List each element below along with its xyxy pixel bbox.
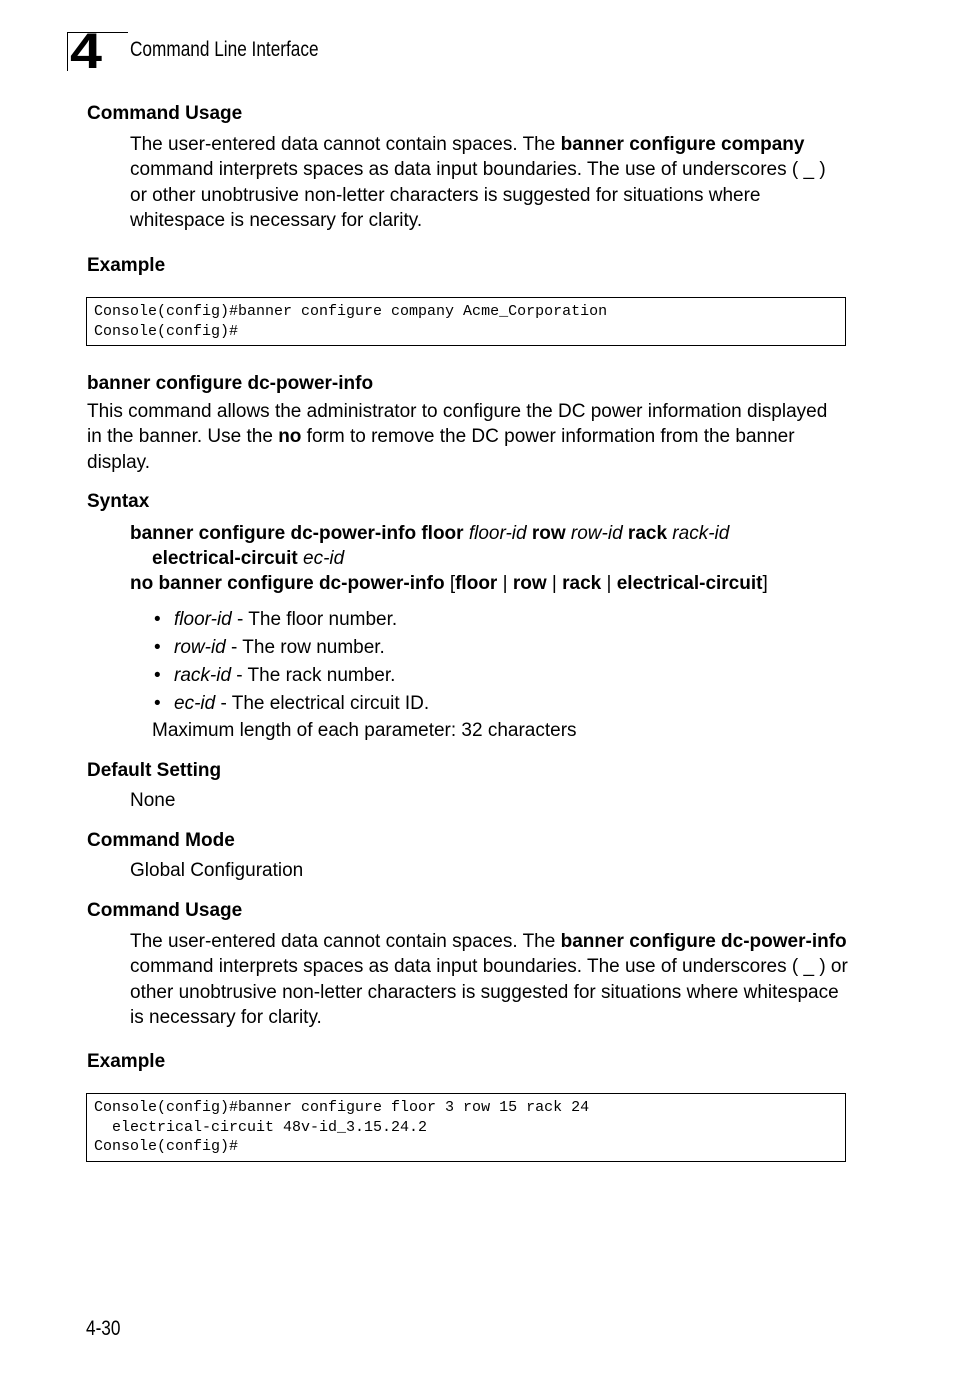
param-desc: - The row number.	[225, 637, 385, 658]
command-title: banner configure dc-power-info	[87, 373, 374, 394]
syntax-keyword: row	[512, 573, 547, 594]
syntax-keyword: no banner configure dc-power-info	[130, 573, 450, 594]
command-usage-text-2	[130, 929, 850, 1030]
usage-text-part: command interprets spaces as data input boundaries. The use of underscores ( _ ) or other unobtrusive non-letter characters is suggested for situations where whitespace is necessary for clarity.	[130, 159, 826, 231]
syntax-keyword: banner configure dc-power-info floor	[130, 523, 469, 544]
description-part: form to remove the DC power information from the banner display.	[87, 426, 795, 473]
code-line: Console(config)#banner configure floor 3 row 15 rack 24	[94, 1099, 590, 1116]
syntax-separator: |	[601, 573, 617, 594]
syntax-no-form	[130, 571, 768, 596]
command-mode-heading: Command Mode	[87, 830, 235, 851]
syntax-heading: Syntax	[87, 491, 150, 512]
syntax-keyword: row	[526, 523, 571, 544]
example-code-block	[86, 297, 846, 346]
code-line: Console(config)#banner configure company Acme_Corporation	[94, 303, 608, 320]
list-item	[152, 606, 842, 634]
code-line: Console(config)#	[94, 322, 239, 340]
command-description	[87, 399, 847, 475]
syntax-line-1	[130, 521, 729, 546]
example-heading: Example	[87, 255, 166, 276]
code-line: electrical-circuit 48v-id_3.15.24.2	[94, 1118, 428, 1136]
syntax-bracket: [	[449, 573, 456, 594]
param-desc: - The electrical circuit ID.	[215, 693, 430, 714]
param-desc: - The floor number.	[231, 609, 398, 630]
syntax-param: floor-id	[468, 523, 527, 544]
param-name: rack-id	[174, 665, 232, 686]
syntax-separator: |	[497, 573, 513, 594]
syntax-keyword: rack	[622, 523, 673, 544]
param-name: ec-id	[174, 693, 216, 714]
syntax-param: rack-id	[672, 523, 730, 544]
no-keyword: no	[278, 426, 302, 448]
syntax-param: row-id	[570, 523, 623, 544]
command-mode-value: Global Configuration	[130, 860, 304, 881]
example-heading-2: Example	[87, 1051, 166, 1072]
parameter-list	[152, 606, 842, 718]
param-desc: - The rack number.	[231, 665, 396, 686]
command-usage-text	[130, 132, 845, 233]
syntax-keyword: floor	[455, 573, 498, 594]
chapter-title: Command Line Interface	[130, 38, 319, 61]
syntax-bracket: ]	[762, 573, 768, 594]
syntax-keyword: electrical-circuit	[152, 548, 304, 569]
page-number: 4-30	[86, 1317, 121, 1340]
description-part: This command allows the administrator to configure the DC power information displayed in the banner. Use the	[87, 401, 828, 448]
usage-text-part: The user-entered data cannot contain spaces. The	[130, 134, 561, 155]
max-length-note: Maximum length of each parameter: 32 characters	[152, 720, 577, 741]
usage-command-name: banner configure company	[560, 134, 805, 155]
chapter-number: 4	[70, 23, 102, 79]
syntax-line-2	[152, 546, 344, 571]
example-code-block-2	[86, 1093, 846, 1162]
param-name: row-id	[174, 637, 226, 658]
default-setting-value: None	[130, 790, 176, 811]
syntax-keyword: rack	[562, 573, 602, 594]
command-usage-heading: Command Usage	[87, 103, 243, 124]
command-usage-heading-2: Command Usage	[87, 900, 243, 921]
list-item	[152, 662, 842, 690]
syntax-separator: |	[546, 573, 563, 594]
param-name: floor-id	[174, 609, 232, 630]
syntax-param: ec-id	[303, 548, 345, 569]
code-line: Console(config)#	[94, 1138, 239, 1155]
usage-command-name: banner configure dc-power-info	[560, 931, 847, 952]
list-item	[152, 690, 842, 718]
usage-text-part: The user-entered data cannot contain spaces. The	[130, 931, 561, 952]
list-item	[152, 634, 842, 662]
default-setting-heading: Default Setting	[87, 760, 222, 781]
syntax-keyword: electrical-circuit	[616, 573, 763, 594]
usage-text-part: command interprets spaces as data input boundaries. The use of underscores ( _ ) or other unobtrusive non-letter characters is suggested for situations where whitespace is necessary for clarity.	[130, 956, 848, 1028]
